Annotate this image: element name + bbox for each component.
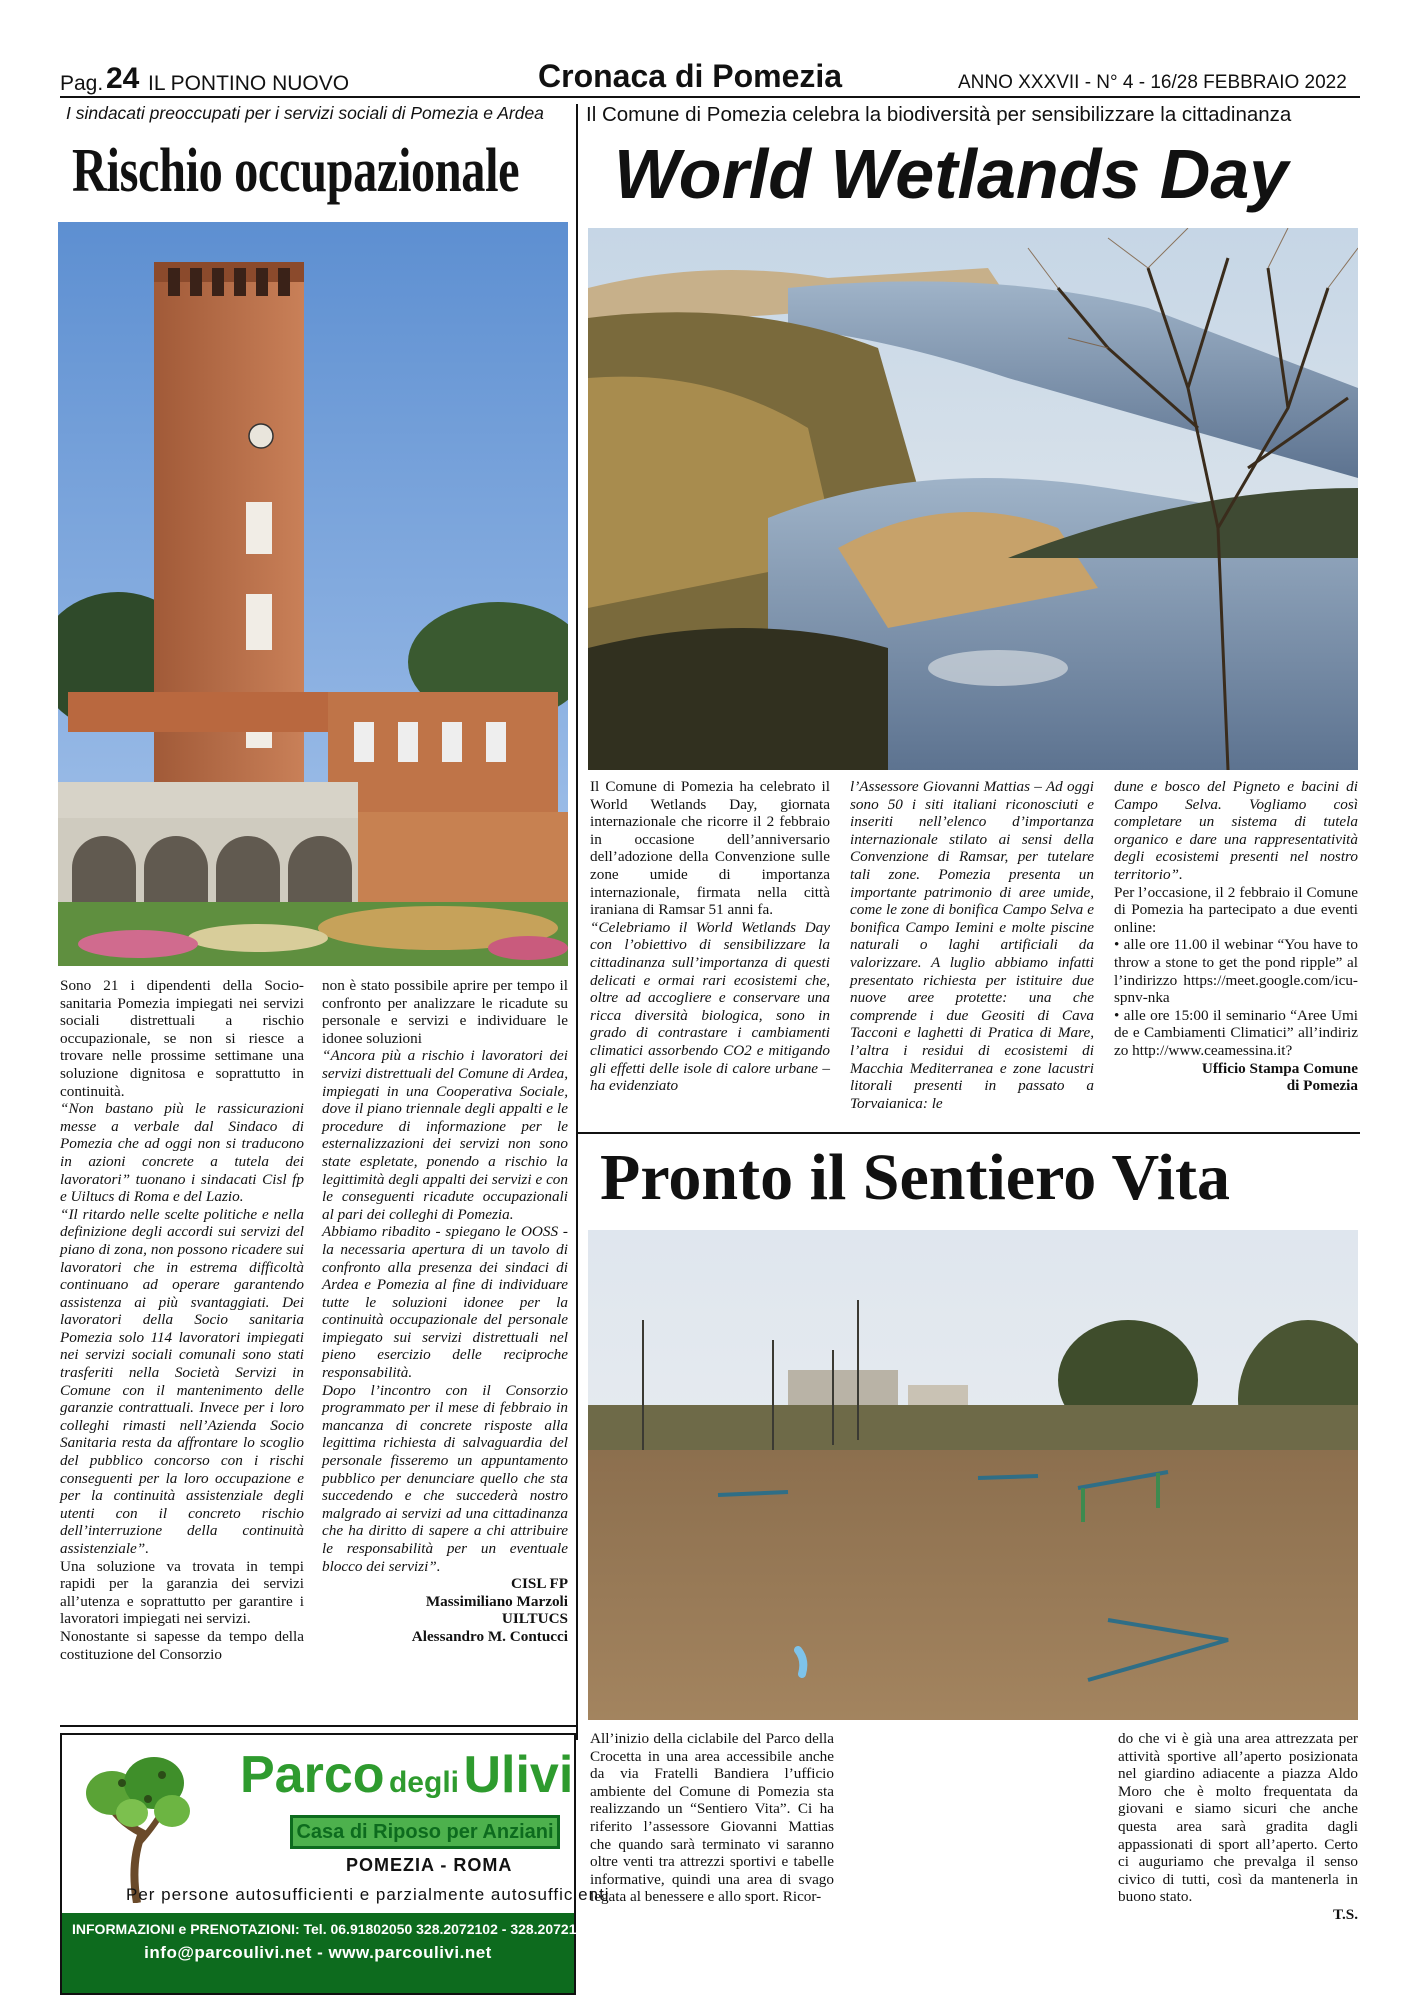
list-item: • alle ore 15:00 il seminario “Aree Umide e Cambiamenti Climatici” all’indirizzo http://www.ceamessina.it? (1114, 1006, 1358, 1059)
paragraph: “Il ritardo nelle scelte politiche e nella definizione degli accordi sui servizi del piano di zona, non possono ricadere sui lavoratori che in estrema difficoltà continuano ad operare garantendo assistenza ai più svantaggiati. Dei lavoratori della Socio sanitaria Pomezia solo 114 lavoratori impiegati nei servizi sociali comunali sono stati trasferiti nella Società Servizi in Comune con il mantenimento delle garanzie contrattuali. Invece per i loro colleghi rimasti nell’Azienda Socio Sanitaria resta da affrontare lo scoglio del pubblico concorso con i rischi conseguenti per la loro occupazione e per la continuità assistenziale degli utenti con il concreto rischio dell’interruzione della continuità assistenziale”. (60, 1205, 304, 1557)
signature-line: CISL FP (511, 1575, 568, 1593)
paragraph: Il Comune di Pomezia ha celebrato il World Wetlands Day, giornata internazionale che ricorre il 2 febbraio in occasione dell’anniversario dell’adozione della Convenzione sulle zone umide di importanza internazionale, firmata nella città iraniana di Ramsar 51 anni fa. (590, 778, 830, 919)
paragraph: “Non bastano più le rassicurazioni messe a verbale dal Sindaco di Pomezia che ad oggi non si traducono in azioni concrete a tutela dei lavoratori” tuonano i sindacati Cisl fp e Uiltucs di Roma e del Lazio. (60, 1100, 304, 1206)
ad-contact-line[interactable]: INFORMAZIONI e PRENOTAZIONI: Tel. 06.91802050 328.2072102 - 328.2072100 (72, 1921, 593, 1937)
paragraph: Nonostante si sapesse da tempo della costituzione del Consorzio (60, 1627, 304, 1663)
sentiero-column-1 (590, 1730, 834, 1906)
wetlands-photo (588, 228, 1358, 770)
wetlands-column-3 (1114, 778, 1358, 1095)
signature-line: T.S. (1332, 1905, 1358, 1923)
vertical-divider (576, 104, 578, 1740)
ad-web-line[interactable]: info@parcoulivi.net - www.parcoulivi.net (144, 1943, 492, 1962)
signature-line: di Pomezia (1286, 1077, 1358, 1095)
paragraph: Dopo l’incontro con il Consorzio programmato per il mese di febbraio in mancanza di concrete risposte alla legittima richiesta di salvaguardia del personale fisseremo un appuntamento pubblico per denunciare quello che sta succedendo e che succederà nostro malgrado ai servizi ad una cittadinanza che ha diritto di sapere a chi attribuire le responsabilità per un eventuale blocco dei servizi”. (322, 1381, 568, 1575)
paragraph: l’Assessore Giovanni Mattias – Ad oggi sono 50 i siti italiani riconosciuti e inseriti nell’elenco d’importanza internazionale stilato ai sensi della Convenzione di Ramsar, per tutelare tali zone. Pomezia presenta un importante patrimonio di aree umide, come le zone di bonifica Campo Selva e bonifica Campo Iemini e molte piscine naturali o laghi artificiali da valorizzare. A luglio abbiamo infatti presentato richiesta per istituire due nuove aree protette: una che comprende i due Geositi di Cava Tacconi e laghetti di Pratica di Mare, l’altra i residui di ecosistemi di Macchia Mediterranea e zone lacustri litorali presenti in passato a Torvaianica: le (850, 778, 1094, 1112)
ad-brand-small: degli (388, 1766, 459, 1799)
paragraph: All’inizio della ciclabile del Parco della Crocetta in una area accessibile anche da via Fratelli Bandiera l’ufficio ambiente del Comune di Pomezia sta realizzando un “Sentiero Vita”. Ci ha riferito l’assessore Giovanni Mattias che quando sarà terminato vi saranno oltre venti tra attrezzi sportivi e tabelle informative, quindi una area di svago legata al benessere e allo sport. Ricor- (590, 1730, 834, 1906)
paragraph: dune e bosco del Pigneto e bacini di Campo Selva. Vogliamo così completare un sistema di tutela organico e dare una rappresentatività degli ecosistemi presenti nel nostro territorio”. (1114, 778, 1358, 883)
section-title: Cronaca di Pomezia (538, 58, 843, 94)
horizontal-divider (577, 1132, 1360, 1134)
fitness-trail-photo (588, 1230, 1358, 1720)
signature-line: UILTUCS (501, 1610, 568, 1628)
town-hall-tower-photo (58, 222, 568, 966)
article-kicker: I sindacati preoccupati per i servizi sociali di Pomezia e Ardea (66, 103, 544, 123)
page-number: 24 (106, 62, 140, 95)
paragraph: Per l’occasione, il 2 febbraio il Comune di Pomezia ha partecipato a due eventi online: (1114, 883, 1358, 936)
paragraph: Abbiamo ribadito - spiegano le OOSS - la necessaria apertura di un tavolo di confronto alla presenza dei sindaci di Ardea e Pomezia al fine di individuare tutte le soluzioni idonee per la continuità occupazionale del personale impiegato sui servizi distrettuali nel pieno esercizio delle reciproche responsabilità. (322, 1223, 568, 1382)
wetlands-kicker: Il Comune di Pomezia celebra la biodiversità per sensibilizzare la cittadinanza (586, 103, 1292, 126)
paragraph: “Ancora più a rischio i lavoratori dei servizi distrettuali del Comune di Ardea, impiegati in una Cooperativa Sociale, dove il piano triennale degli appalti e le procedure di informazione per le esternalizzazioni dei servizi non sono state espletate, ponendo a rischio la legittimità degli appalti dei servizi e con le conseguenti ricadute occupazionali al pari dei colleghi di Pomezia. (322, 1047, 568, 1223)
left-article-column-2 (322, 977, 568, 1646)
header-rule (60, 96, 1360, 98)
sentiero-column-2 (1118, 1730, 1358, 1924)
paragraph: Sono 21 i dipendenti della Socio-sanitaria Pomezia impiegati nei servizi sociali distrettuali a rischio occupazionale, se non si riesce a trovare nelle prossime settimane una soluzione dignitosa e soprattutto in continuità. (60, 977, 304, 1100)
ad-box[interactable] (60, 1733, 610, 1995)
sentiero-headline: Pronto il Sentiero Vita (600, 1141, 1231, 1214)
paragraph: non è stato possibile aprire per tempo il confronto per analizzare le ricadute su personale e servizi e individuare le idonee soluzioni (322, 977, 568, 1047)
paper-name: IL PONTINO NUOVO (148, 72, 350, 95)
signature-line: Ufficio Stampa Comune (1201, 1059, 1358, 1077)
paragraph: Una soluzione va trovata in tempi rapidi per la garanzia dei servizi all’utenza e soprattutto per garantire i lavoratori impiegati nei servizi. (60, 1557, 304, 1628)
page-label: Pag. (60, 72, 104, 95)
olive-tree-logo (82, 1753, 192, 1903)
ad-location: POMEZIA - ROMA (346, 1855, 513, 1875)
wetlands-column-2 (850, 778, 1094, 1112)
list-item: • alle ore 11.00 il webinar “You have to throw a stone to get the pond ripple” all’indirizzo https://meet.google.com/icu-spnv-nka (1114, 936, 1358, 1007)
wetlands-column-1 (590, 778, 830, 1095)
ad-brand-main: Parco (240, 1746, 385, 1804)
ad-tagline: Per persone autosufficienti e parzialmente autosufficienti (126, 1885, 610, 1904)
issue-info: ANNO XXXVII - N° 4 - 16/28 FEBBRAIO 2022 (958, 72, 1347, 93)
ad-banner: Casa di Riposo per Anziani (290, 1815, 560, 1849)
paragraph: do che vi è già una area attrezzata per attività sportive all’aperto posizionata nel giardino adiacente a piazza Aldo Moro che è molto frequentata da giovani e siamo sicuri che anche questa area sarà gradita dagli appassionati di sport all’aperto. Certo ci auguriamo che prevalga il senso civico di tutti, così da mantenerla in buono stato. (1118, 1730, 1358, 1906)
signature-line: Massimiliano Marzoli (425, 1592, 568, 1610)
ad-top-rule (60, 1725, 576, 1727)
article-headline: Rischio occupazionale (72, 137, 520, 205)
signature-line: Alessandro M. Contucci (411, 1627, 568, 1645)
ad-brand (240, 1745, 573, 1805)
wetlands-headline: World Wetlands Day (614, 135, 1289, 213)
paragraph: “Celebriamo il World Wetlands Day con l’obiettivo di sensibilizzare la cittadinanza sull’importanza di questi delicati e ormai rari ecosistemi che, oltre ad accogliere e conservare una ricca diversità biologica, sono in grado di contrastare i cambiamenti climatici assorbendo CO2 e mitigando gli effetti delle isole di calore urbane – ha evidenziato (590, 918, 830, 1095)
left-article-column-1 (60, 977, 304, 1663)
ad-brand-end: Ulivi (463, 1746, 574, 1804)
